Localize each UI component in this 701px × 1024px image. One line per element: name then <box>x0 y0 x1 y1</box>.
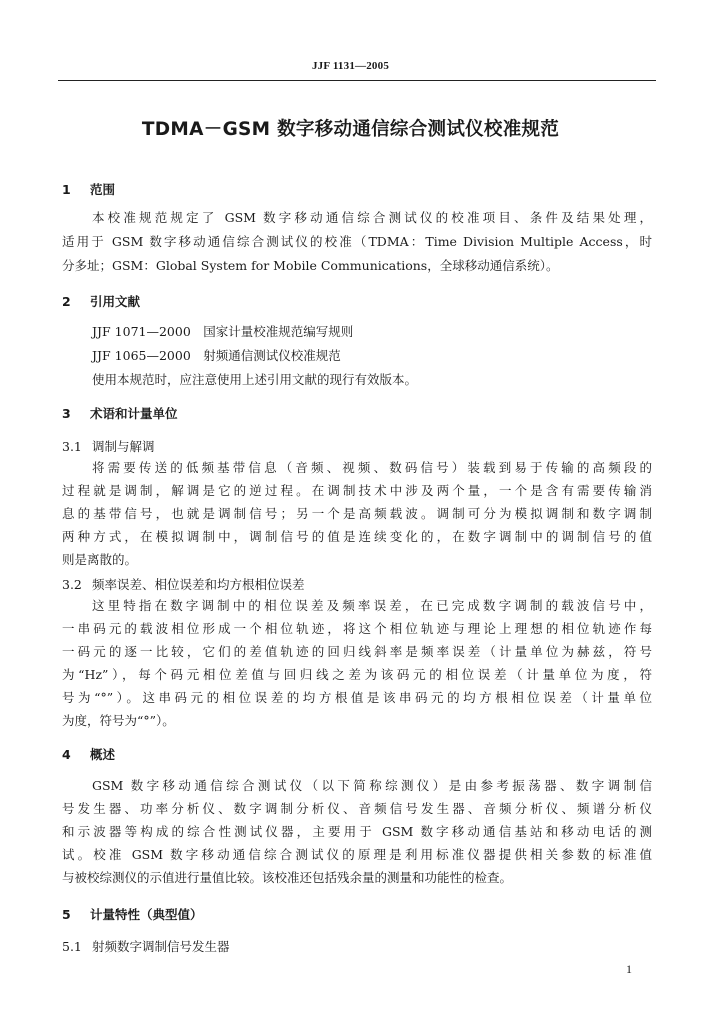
subsection-3-2-line-1: 这里特指在数字调制中的相位误差及频率误差，在已完成数字调制的载波信号中， <box>92 598 652 613</box>
section-title: 术语和计量单位 <box>90 406 178 421</box>
section-1-heading <box>62 180 115 198</box>
section-number: 4 <box>62 747 71 762</box>
reference-item: JJF 1071—2000 国家计量校准规范编写规则 <box>92 324 354 339</box>
section-4-line-2: 号发生器、功率分析仪、数字调制分析仪、音频信号发生器、音频分析仪、频谱分析仪 <box>62 801 652 816</box>
section-number: 3 <box>62 406 71 421</box>
subsection-3-1-line-1: 将需要传送的低频基带信息（音频、视频、数码信号）装载到易于传输的高频段的 <box>92 460 652 475</box>
section-4-line-5: 与被校综测仪的示值进行量值比较。该校准还包括残余量的测量和功能性的检查。 <box>62 870 513 885</box>
subsection-5-1-heading <box>62 937 230 955</box>
section-title: 范围 <box>90 182 116 197</box>
section-4-line-4: 试。校准 GSM 数字移动通信综合测试仪的原理是利用标准仪器提供相关参数的标准值 <box>62 847 652 862</box>
section-number: 2 <box>62 294 71 309</box>
subsection-number: 5.1 <box>62 939 82 954</box>
page-number: 1 <box>626 962 632 976</box>
subsection-3-2-line-4: 为“Hz”），每个码元相位差值与回归线之差为该码元的相位误差（计量单位为度，符 <box>62 667 652 682</box>
subsection-title: 频率误差、相位误差和均方根相位误差 <box>92 577 305 592</box>
subsection-3-1-line-4: 两种方式，在模拟调制中，调制信号的值是连续变化的，在数字调制中的调制信号的值 <box>62 529 652 544</box>
header-rule <box>58 80 656 81</box>
reference-note: 使用本规范时，应注意使用上述引用文献的现行有效版本。 <box>92 372 418 387</box>
subsection-3-2-line-5: 号为“°”）。这串码元的相位误差的均方根值是该串码元的均方根相位误差（计量单位 <box>62 690 652 705</box>
section-2-heading <box>62 292 140 310</box>
section-3-heading <box>62 404 178 422</box>
section-4-heading <box>62 745 115 763</box>
section-title: 引用文献 <box>90 294 141 309</box>
subsection-number: 3.1 <box>62 439 82 454</box>
section-1-line-3: 分多址；GSM：Global System for Mobile Communications，全球移动通信系统）。 <box>62 258 559 273</box>
subsection-3-1-heading <box>62 437 155 455</box>
section-5-heading <box>62 905 203 923</box>
section-title: 概述 <box>90 747 116 762</box>
section-number: 5 <box>62 907 71 922</box>
document-title: TDMA－GSM 数字移动通信综合测试仪校准规范 <box>141 119 560 140</box>
subsection-3-2-line-2: 一串码元的载波相位形成一个相位轨迹，将这个相位轨迹与理论上理想的相位轨迹作每 <box>62 621 652 636</box>
reference-item: JJF 1065—2000 射频通信测试仪校准规范 <box>92 348 341 363</box>
section-title: 计量特性（典型值） <box>90 907 203 922</box>
section-1-line-1: 本校准规范规定了 GSM 数字移动通信综合测试仪的校准项目、条件及结果处理， <box>92 210 652 225</box>
section-4-line-3: 和示波器等构成的综合性测试仪器，主要用于 GSM 数字移动通信基站和移动电话的测 <box>62 824 652 839</box>
section-number: 1 <box>62 182 71 197</box>
subsection-number: 3.2 <box>62 577 82 592</box>
subsection-3-2-heading <box>62 575 305 593</box>
subsection-3-2-line-3: 一码元的逐一比较，它们的差值轨迹的回归线斜率是频率误差（计量单位为赫兹，符号 <box>62 644 652 659</box>
subsection-3-1-line-2: 过程就是调制，解调是它的逆过程。在调制技术中涉及两个量，一个是含有需要传输消 <box>62 483 652 498</box>
section-4-line-1: GSM 数字移动通信综合测试仪（以下简称综测仪）是由参考振荡器、数字调制信 <box>92 778 652 793</box>
standard-code: JJF 1131—2005 <box>311 60 390 72</box>
subsection-3-1-line-5: 则是离散的。 <box>62 552 138 567</box>
subsection-title: 射频数字调制信号发生器 <box>92 939 230 954</box>
subsection-3-1-line-3: 息的基带信号，也就是调制信号；另一个是高频载波。调制可分为模拟调制和数字调制 <box>62 506 652 521</box>
subsection-title: 调制与解调 <box>92 439 155 454</box>
section-1-line-2: 适用于 GSM 数字移动通信综合测试仪的校准（TDMA：Time Division Multiple Access，时 <box>62 234 652 249</box>
subsection-3-2-line-6: 为度，符号为“°”）。 <box>62 713 175 728</box>
